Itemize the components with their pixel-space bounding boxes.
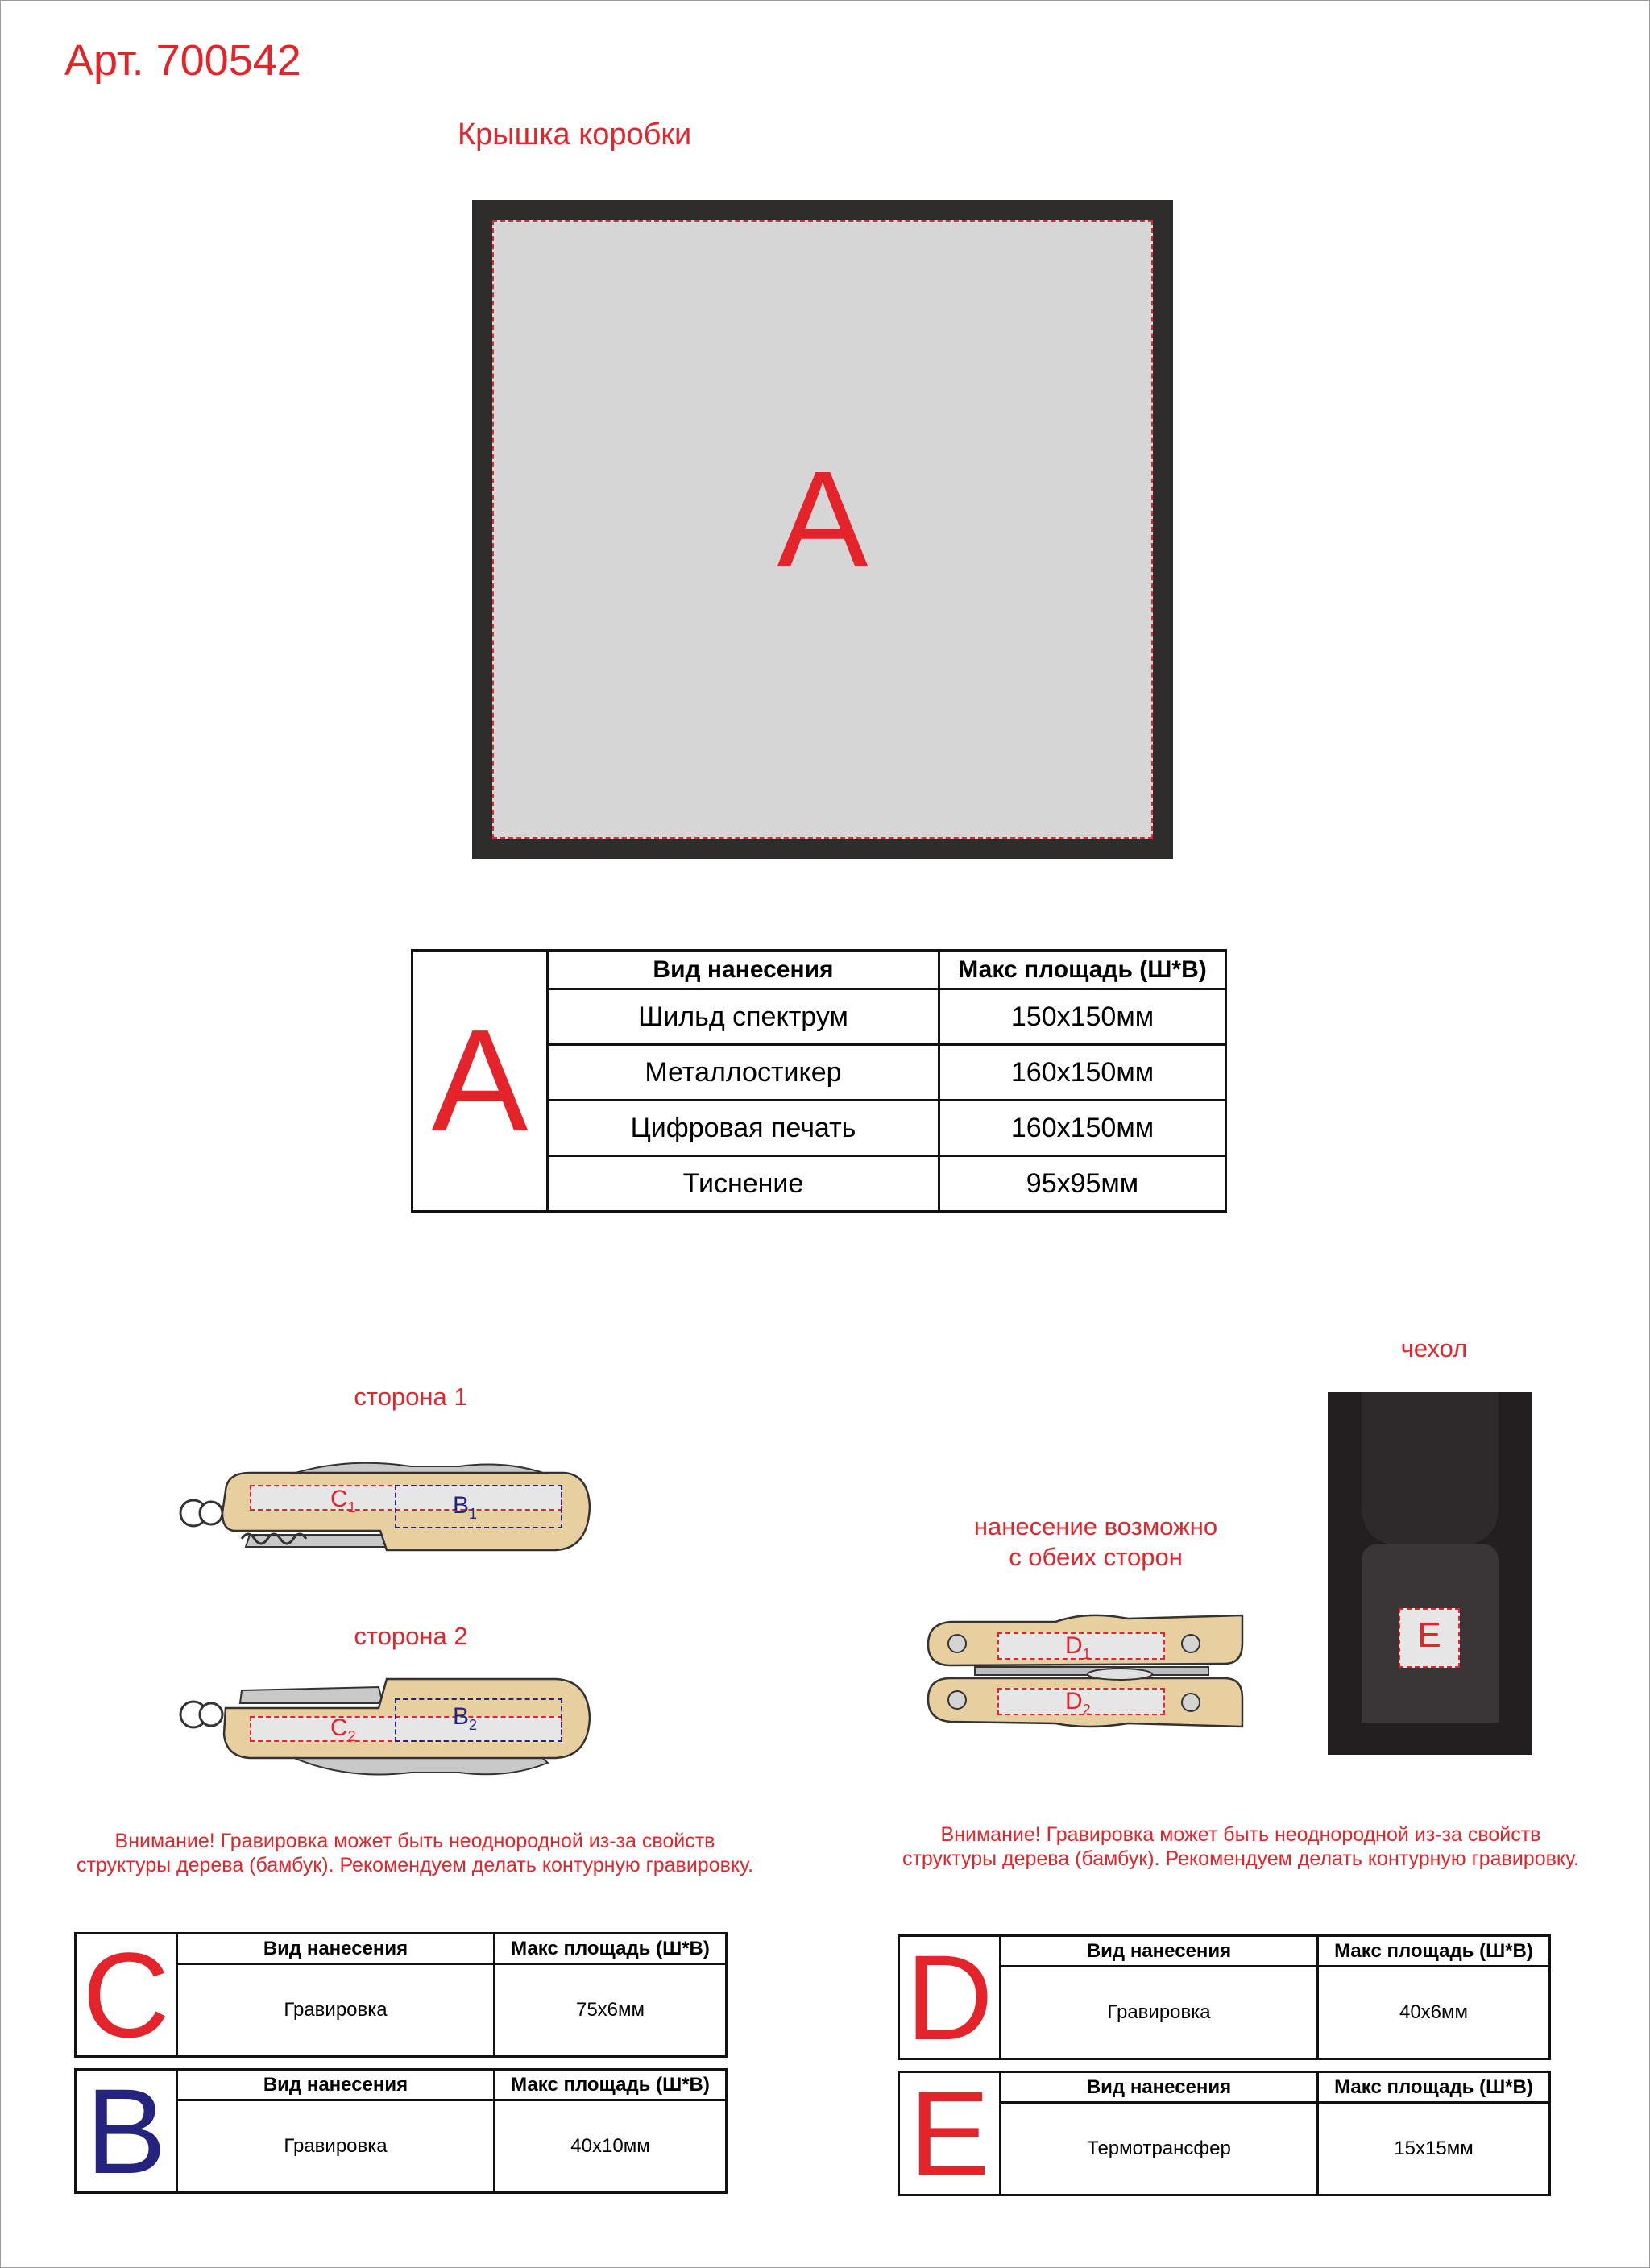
zone-b1 xyxy=(395,1485,562,1528)
table-a-area: 150x150мм xyxy=(939,989,1226,1045)
lid-label: Крышка коробки xyxy=(458,118,692,151)
table-b-method: Гравировка xyxy=(177,2100,495,2193)
table-d-header-area: Макс площадь (Ш*В) xyxy=(1318,1936,1550,1967)
warning-right-line2: структуры дерева (бамбук). Рекомендуем делать контурную гравировку. xyxy=(902,1847,1580,1870)
table-d-header-method: Вид нанесения xyxy=(1001,1936,1318,1967)
label-d1: $D_1$ xyxy=(1065,1632,1091,1662)
table-e-method: Термотрансфер xyxy=(1001,2103,1318,2195)
table-c-header-area: Макс площадь (Ш*В) xyxy=(495,1934,727,1964)
table-d-area: 40x6мм xyxy=(1318,1967,1550,2059)
table-e xyxy=(898,2066,1551,2201)
table-a-method: Металлостикер xyxy=(548,1045,939,1101)
multitool-caption xyxy=(927,1511,1265,1573)
case-caption: чехол xyxy=(1400,1334,1468,1362)
table-a-area: 160x150мм xyxy=(939,1045,1226,1101)
table-a-header-area: Макс площадь (Ш*В) xyxy=(939,951,1226,989)
table-b-area: 40x10мм xyxy=(495,2100,727,2193)
table-c-letter: C xyxy=(76,1934,177,2057)
lid-zone-letter: A xyxy=(777,443,869,596)
table-a-area: 160x150мм xyxy=(939,1101,1226,1156)
table-e-header-area: Макс площадь (Ш*В) xyxy=(1318,2072,1550,2103)
table-b-header-area: Макс площадь (Ш*В) xyxy=(495,2070,727,2100)
table-e-letter: E xyxy=(899,2072,1001,2195)
table-d-method: Гравировка xyxy=(1001,1967,1318,2059)
table-c xyxy=(74,1927,728,2063)
table-e-area: 15x15мм xyxy=(1318,2103,1550,2195)
knife-side2-caption: сторона 2 xyxy=(354,1622,468,1650)
page-title: Арт. 700542 xyxy=(64,36,301,85)
table-a-letter: A xyxy=(412,951,548,1212)
label-b2: $B_2$ xyxy=(453,1703,478,1733)
label-b1: $B_1$ xyxy=(453,1492,478,1522)
table-d xyxy=(898,1930,1551,2065)
table-a-header-method: Вид нанесения xyxy=(548,951,939,989)
warning-left xyxy=(24,1829,806,1877)
table-b-header-method: Вид нанесения xyxy=(177,2070,495,2100)
warning-left-line1: Внимание! Гравировка может быть неоднородной из-за свойств xyxy=(114,1830,715,1852)
multitool-caption-line1: нанесение возможно xyxy=(973,1512,1218,1540)
case-illustration xyxy=(1328,1392,1532,1755)
table-a-area: 95x95мм xyxy=(939,1156,1226,1212)
knife-side1-caption: сторона 1 xyxy=(354,1383,468,1411)
table-a-method: Цифровая печать xyxy=(548,1101,939,1156)
table-c-header-method: Вид нанесения xyxy=(177,1934,495,1964)
table-d-letter: D xyxy=(899,1936,1001,2059)
table-b xyxy=(74,2063,728,2199)
table-b-letter: B xyxy=(76,2070,177,2193)
table-c-method: Гравировка xyxy=(177,1964,495,2057)
label-c1: $C_1$ xyxy=(330,1486,356,1515)
table-a xyxy=(411,949,1227,1213)
table-e-header-method: Вид нанесения xyxy=(1001,2072,1318,2103)
label-d2: $D_2$ xyxy=(1065,1688,1091,1718)
warning-right-line1: Внимание! Гравировка может быть неоднородной из-за свойств xyxy=(940,1823,1541,1846)
label-c2: $C_2$ xyxy=(330,1714,356,1744)
zone-b2 xyxy=(395,1698,562,1742)
case-zone-letter: E xyxy=(1417,1615,1441,1655)
warning-left-line2: структуры дерева (бамбук). Рекомендуем делать контурную гравировку. xyxy=(76,1854,754,1876)
warning-right xyxy=(846,1822,1635,1871)
table-a-method: Тиснение xyxy=(548,1156,939,1212)
multitool-caption-line2: с обеих сторон xyxy=(1009,1543,1183,1571)
table-a-method: Шильд спектрум xyxy=(548,989,939,1045)
table-c-area: 75x6мм xyxy=(495,1964,727,2057)
